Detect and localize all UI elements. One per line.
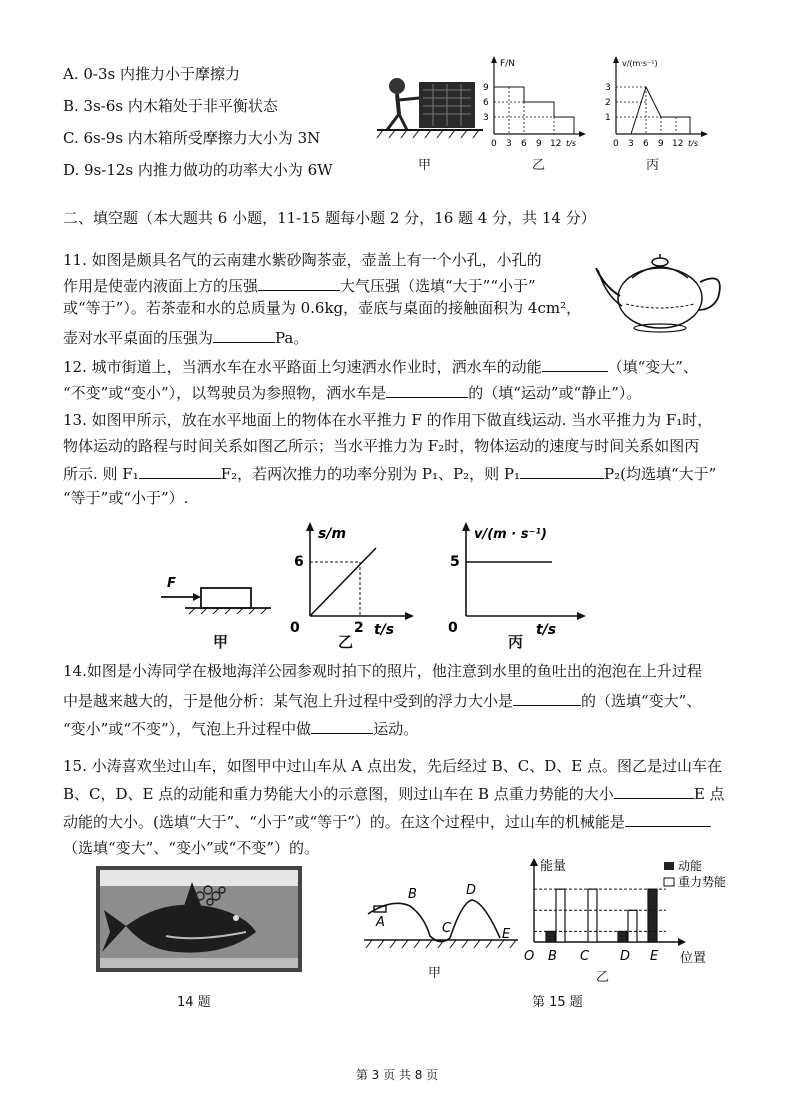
legend-kinetic: 动能 <box>678 859 703 873</box>
potential-bar-D <box>628 910 637 942</box>
q15-line3: 动能的大小。(选填“大于”、“小于”或“等于”）的。在这个过程中，过山车的机械能是 <box>63 810 711 832</box>
legend-potential-swatch <box>664 878 674 886</box>
q15-fig-yi-caption: 乙 <box>596 970 610 985</box>
q10-yi-xtick: 9 <box>536 139 542 149</box>
q15-blank1[interactable] <box>614 782 694 799</box>
q10-fig-jia-pushing-box <box>375 72 485 142</box>
category-label-C: C <box>580 949 590 964</box>
q10-fig-jia-caption: 甲 <box>418 158 432 173</box>
q10-yi-ytick: 9 <box>483 83 489 93</box>
q12-line1: 12. 城市街道上，当洒水车在水平路面上匀速洒水作业时，洒水车的动能 （填“变大”、 <box>63 355 698 377</box>
fig14-caption: 14 题 <box>177 995 211 1010</box>
q10-yi-ytick: 6 <box>483 98 489 108</box>
q13-t-label: t/s <box>374 622 395 638</box>
point-d: D <box>466 883 477 898</box>
legend-kinetic-swatch <box>664 862 674 870</box>
q10-option-a: A. 0-3s 内推力小于摩擦力 <box>63 65 240 83</box>
fish-photo <box>96 866 302 972</box>
section-heading: 二、填空题（本大题共 6 小题，11-15 题每小题 2 分，16 题 4 分，共 14 分） <box>63 209 596 227</box>
chart-xlabel: 位置 <box>680 951 707 966</box>
q10-bing-xtick: 12 <box>672 139 684 149</box>
potential-bar-B <box>556 889 565 942</box>
q10-bing-xtick: 0 <box>613 139 619 149</box>
q13-line4: “等于”或“小于”）. <box>63 489 189 507</box>
q13-line1: 13. 如图甲所示，放在水平地面上的物体在水平推力 F 的作用下做直线运动. 当水平推力为 F₁时， <box>63 411 713 429</box>
q10-bing-ytick: 2 <box>605 98 611 108</box>
q10-fig-yi-force-graph <box>478 54 590 150</box>
q10-bing-xtick: 9 <box>658 139 664 149</box>
q13-origin: 0 <box>290 620 300 636</box>
q13-blank1[interactable] <box>139 462 221 479</box>
q15-fig-jia-caption: 甲 <box>428 966 442 981</box>
q14-line2: 中是越来越大的，于是他分析：某气泡上升过程中受到的浮力大小是 的（选填“变大”、 <box>63 689 701 711</box>
q13-v-tick: 5 <box>450 554 460 570</box>
q15-fig-jia-track <box>362 880 520 954</box>
q10-yi-ylabel: F/N <box>500 59 515 69</box>
category-label-B: B <box>548 949 557 964</box>
q11-blank1[interactable] <box>258 274 340 291</box>
q13-blank2[interactable] <box>520 462 604 479</box>
q10-fig-bing-caption: 丙 <box>646 158 660 173</box>
q10-fig-bing-velocity-graph <box>600 54 712 150</box>
q10-option-c: C. 6s-9s 内木箱所受摩擦力大小为 3N <box>63 129 321 147</box>
page-footer: 第 3 页 共 8 页 <box>355 1068 439 1082</box>
q13-s-tick: 6 <box>294 554 304 570</box>
q13-v-label: v/(m · s⁻¹) <box>474 527 547 542</box>
fig15-caption: 第 15 题 <box>532 995 583 1010</box>
q13-line2: 物体运动的路程与时间关系如图乙所示；当水平推力为 F₂时，物体运动的速度与时间关系如图丙 <box>63 437 700 455</box>
q10-yi-xtick: 0 <box>491 139 497 149</box>
q15-line2: B、C，D、E 点的动能和重力势能大小的示意图，则过山车在 B 点重力势能的大小 E 点 <box>63 782 725 804</box>
q10-bing-xtick: 6 <box>643 139 649 149</box>
q10-yi-xtick: 6 <box>521 139 527 149</box>
q10-bing-ytick: 3 <box>605 83 611 93</box>
q11-blank2[interactable] <box>213 326 275 343</box>
q11-line2: 作用是使壶内液面上方的压强 大气压强（选填“大于”“小于” <box>63 274 536 296</box>
q10-bing-xlabel: t/s <box>688 139 698 148</box>
q15-energy-chart <box>520 850 750 974</box>
q13-bing-origin: 0 <box>448 620 458 636</box>
q12-blank1[interactable] <box>542 355 608 372</box>
q13-fig-yi-caption: 乙 <box>338 633 354 651</box>
q10-bing-ytick: 1 <box>605 113 611 123</box>
q11-line4: 壶对水平桌面的压强为 Pa。 <box>63 326 308 348</box>
q10-bing-ylabel: v/(m·s⁻¹) <box>622 59 658 68</box>
q13-fig-bing-vt-graph <box>440 518 590 638</box>
q13-fig-yi-st-graph <box>280 518 420 638</box>
q10-yi-xlabel: t/s <box>566 139 576 148</box>
point-b: B <box>408 887 417 902</box>
q13-line3: 所示. 则 F₁ F₂，若两次推力的功率分别为 P₁、P₂，则 P₁ P₂(均选填“大于” <box>63 462 716 484</box>
q12-line2: “不变”或“变小”），以驾驶员为参照物，洒水车是 的（填“运动”或“静止”）。 <box>63 381 641 403</box>
category-label-D: D <box>620 949 631 964</box>
q12-blank2[interactable] <box>386 381 468 398</box>
q13-s-label: s/m <box>318 526 347 542</box>
teapot-image <box>592 238 732 338</box>
q10-yi-xtick: 3 <box>506 139 512 149</box>
kinetic-bar-B <box>546 931 555 942</box>
q15-blank2[interactable] <box>625 810 711 827</box>
q14-line3: “变小”或“不变”），气泡上升过程中做 运动。 <box>63 717 418 739</box>
chart-origin: O <box>524 949 535 964</box>
q10-option-d: D. 9s-12s 内推力做功的功率大小为 6W <box>63 161 333 179</box>
potential-bar-C <box>588 889 597 942</box>
q13-fig-bing-caption: 丙 <box>508 633 524 651</box>
q14-blank1[interactable] <box>513 689 581 706</box>
q13-fig-jia-caption: 甲 <box>213 633 229 651</box>
category-label-E: E <box>650 949 659 964</box>
q11-line1: 11. 如图是颇具名气的云南建水紫砂陶茶壶，壶盖上有一个小孔，小孔的 <box>63 251 542 269</box>
q10-option-b: B. 3s-6s 内木箱处于非平衡状态 <box>63 97 278 115</box>
force-label: F <box>167 576 176 591</box>
chart-ylabel: 能量 <box>540 859 567 874</box>
q15-line4: （选填“变大”、“变小”或“不变”）的。 <box>63 839 320 857</box>
q15-line1: 15. 小涛喜欢坐过山车，如图甲中过山车从 A 点出发，先后经过 B、C、D、E 点。图乙是过山车在 <box>63 757 723 775</box>
q10-yi-xtick: 12 <box>550 139 562 149</box>
q13-bing-t-label: t/s <box>536 622 557 638</box>
q10-fig-yi-caption: 乙 <box>532 158 546 173</box>
q10-bing-xtick: 3 <box>628 139 634 149</box>
q14-blank2[interactable] <box>311 717 373 734</box>
legend-potential: 重力势能 <box>678 875 727 889</box>
point-a: A <box>376 915 385 930</box>
q11-line3: 或“等于”）。若茶壶和水的总质量为 0.6kg，壶底与桌面的接触面积为 4cm²， <box>63 299 582 317</box>
kinetic-bar-E <box>648 889 657 942</box>
q14-line1: 14.如图是小涛同学在极地海洋公园参观时拍下的照片，他注意到水里的鱼吐出的泡泡在上升过程 <box>63 662 702 680</box>
kinetic-bar-D <box>618 931 627 942</box>
q13-fig-jia-block <box>155 575 275 615</box>
q10-yi-ytick: 3 <box>483 113 489 123</box>
point-e: E <box>502 927 511 942</box>
q13-t-tick: 2 <box>354 620 364 636</box>
point-c: C <box>442 921 452 936</box>
